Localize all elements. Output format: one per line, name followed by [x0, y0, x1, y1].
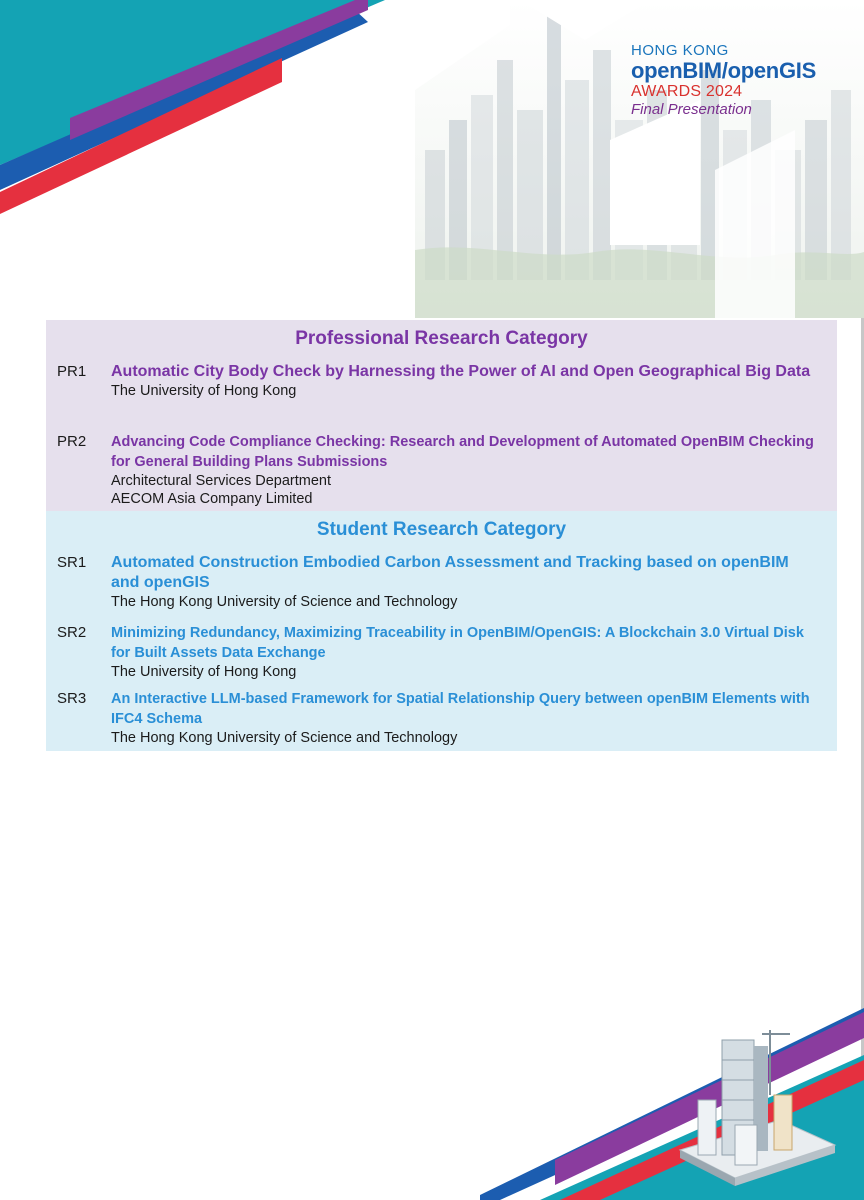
entry-code: SR1	[57, 554, 87, 571]
logo-awards-year-text: AWARDS 2024	[631, 83, 743, 100]
entry-institution: The Hong Kong University of Science and Technology	[111, 594, 458, 610]
header-stripes-graphic	[0, 0, 400, 230]
entry-title: Advancing Code Compliance Checking: Research and Development of Automated OpenBIM Checking for General Building Plans Submissions	[111, 434, 814, 470]
entry-institution: The Hong Kong University of Science and Technology	[111, 730, 458, 746]
footer-city-graphic	[480, 1000, 864, 1200]
entry-title: Automatic City Body Check by Harnessing the Power of AI and Open Geographical Big Data	[111, 363, 811, 380]
entry-code: SR2	[57, 624, 87, 641]
awards-logo	[631, 42, 831, 119]
entry-institution: The University of Hong Kong	[111, 383, 297, 399]
entry-title: Minimizing Redundancy, Maximizing Traceability in OpenBIM/OpenGIS: A Blockchain 3.0 Virtual Disk for Built Assets Data Exchange	[111, 625, 804, 661]
student-category-heading: Student Research Category	[316, 519, 567, 540]
entry-code: PR1	[57, 363, 87, 380]
entry-institution: AECOM Asia Company Limited	[111, 491, 313, 507]
professional-research-panel	[46, 320, 837, 511]
logo-region-text: HONG KONG	[631, 42, 729, 59]
logo-program-text: openBIM/openGIS	[631, 58, 816, 83]
entry-code: PR2	[57, 433, 87, 450]
entry-title: Automated Construction Embodied Carbon Assessment and Tracking based on openBIM and openGIS	[111, 554, 789, 591]
entry-code: SR3	[57, 690, 87, 707]
entry-institution: Architectural Services Department	[111, 473, 331, 489]
entry-title: An Interactive LLM-based Framework for Spatial Relationship Query between openBIM Elements with IFC4 Schema	[111, 691, 810, 727]
professional-category-heading: Professional Research Category	[295, 328, 588, 349]
entry-institution: The University of Hong Kong	[111, 664, 297, 680]
student-research-panel	[46, 511, 837, 751]
logo-subtitle-text: Final Presentation	[631, 101, 752, 118]
